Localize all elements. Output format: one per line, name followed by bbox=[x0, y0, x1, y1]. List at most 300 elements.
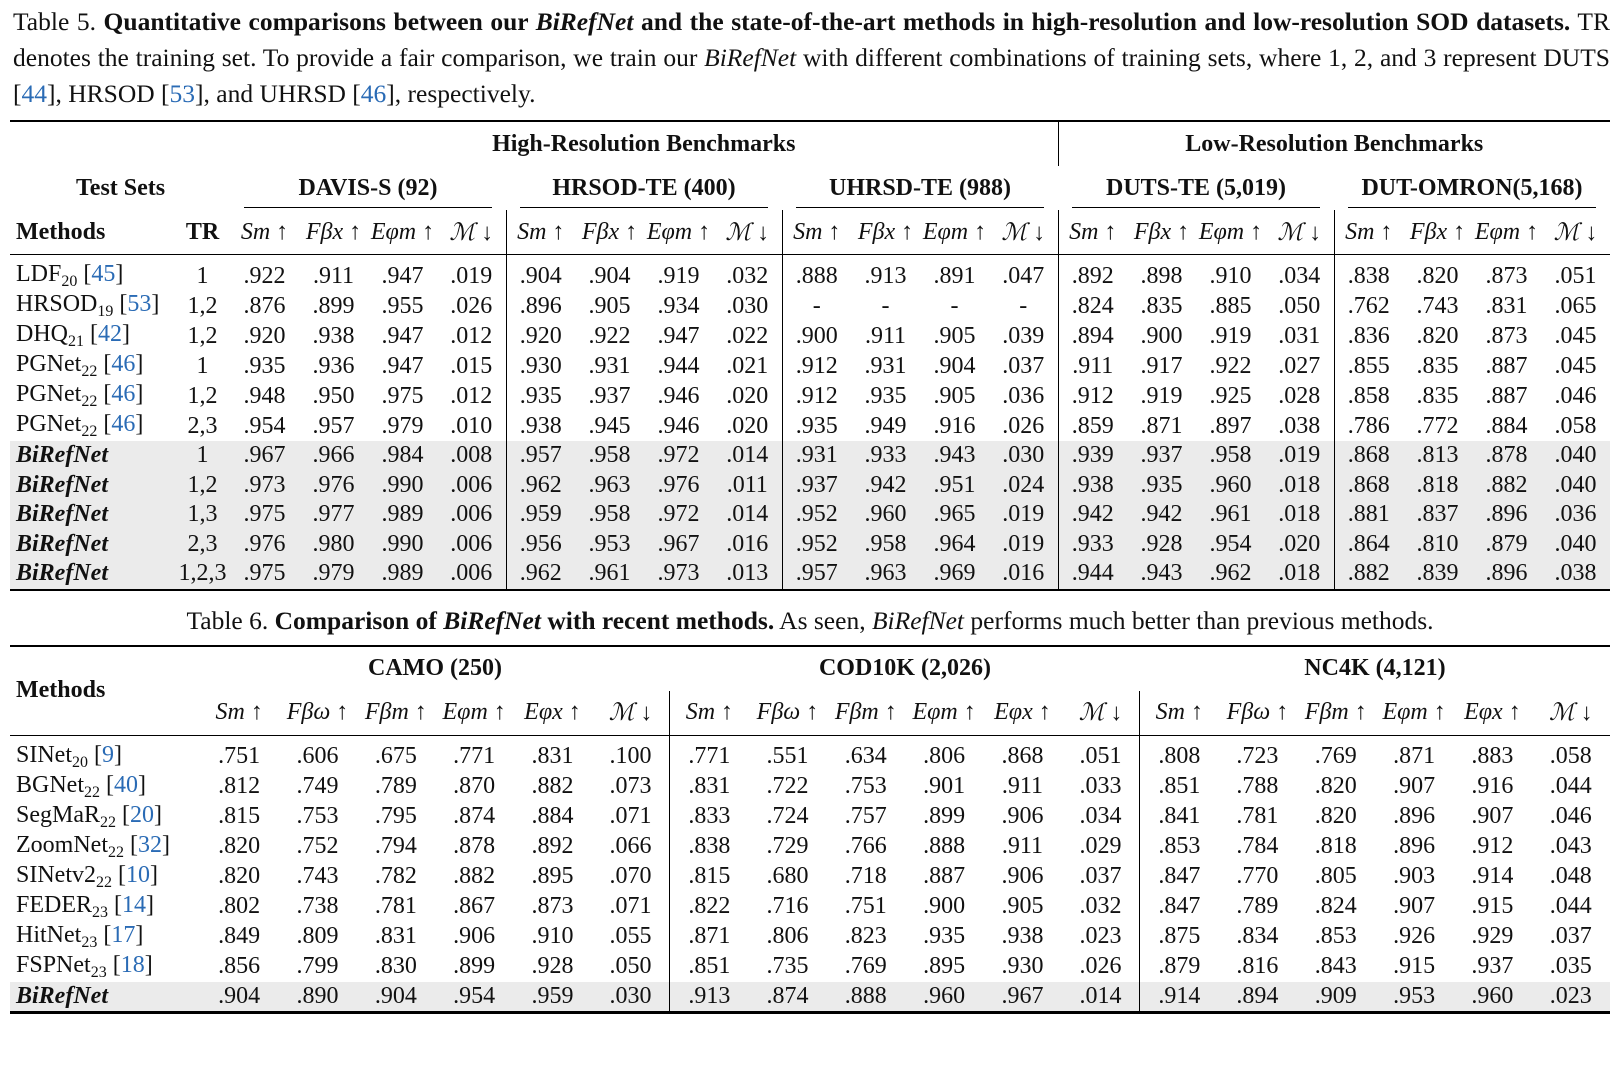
tr-cell: 2,3 bbox=[175, 530, 230, 560]
value-cell: .830 bbox=[374, 953, 417, 979]
ref-bracket: ] bbox=[144, 951, 153, 978]
method-name: PGNet bbox=[16, 381, 82, 407]
citation-link[interactable]: 9 bbox=[102, 741, 114, 768]
method-year: 21 bbox=[68, 333, 84, 350]
value-cell: .894 bbox=[1058, 321, 1127, 351]
metric-header: Eφm ↑ bbox=[442, 699, 506, 725]
value-cell: .879 bbox=[1472, 530, 1541, 560]
table5-caption bbox=[13, 4, 1610, 112]
value-cell: .912 bbox=[1058, 381, 1127, 411]
method-cell bbox=[10, 735, 200, 772]
value-cell: .039 bbox=[1002, 322, 1045, 349]
value-cell: .038 bbox=[1278, 412, 1321, 439]
method-name: SegMaR bbox=[16, 801, 100, 828]
method-cell bbox=[10, 291, 175, 321]
table-row bbox=[10, 892, 1610, 922]
value-cell: .799 bbox=[296, 953, 339, 979]
value-cell: .047 bbox=[1002, 262, 1045, 289]
value-cell: .937 bbox=[1127, 441, 1196, 471]
value-cell: .907 bbox=[1471, 803, 1514, 829]
value-cell: .966 bbox=[299, 441, 368, 471]
method-name: ZoomNet bbox=[16, 831, 108, 858]
value-cell: .789 bbox=[374, 773, 417, 799]
dataset-header: DAVIS-S (92) bbox=[230, 166, 506, 210]
value-cell: .946 bbox=[657, 412, 700, 439]
value-cell: .967 bbox=[983, 982, 1061, 1013]
citation-link[interactable]: 42 bbox=[98, 321, 122, 347]
value-cell: .815 bbox=[670, 862, 748, 892]
value-cell: .835 bbox=[1416, 352, 1459, 379]
citation-link[interactable]: 46 bbox=[111, 381, 136, 407]
metric-header: Fβω ↑ bbox=[756, 699, 819, 725]
metric-header: Sm ↑ bbox=[1140, 691, 1218, 736]
citation-link[interactable]: 53 bbox=[127, 291, 152, 317]
citation-link[interactable]: 46 bbox=[111, 411, 136, 437]
value-cell: .032 bbox=[726, 262, 769, 289]
value-cell: .944 bbox=[657, 352, 700, 379]
value-cell: .975 bbox=[381, 382, 424, 409]
value-cell: .033 bbox=[1079, 773, 1122, 799]
value-cell: .917 bbox=[1140, 352, 1183, 379]
value-cell: .903 bbox=[1393, 863, 1436, 889]
value-cell: .900 bbox=[923, 893, 966, 919]
value-cell: .875 bbox=[1140, 922, 1218, 952]
table6-body bbox=[10, 735, 1610, 1013]
value-cell: .782 bbox=[374, 863, 417, 889]
value-cell: .831 bbox=[670, 772, 748, 802]
ref-bracket: [ bbox=[106, 951, 121, 978]
value-cell: .906 bbox=[1001, 863, 1044, 889]
value-cell: .911 bbox=[1001, 773, 1043, 799]
value-cell: .762 bbox=[1334, 291, 1403, 321]
caption-text: with different combinations of training sets, where 1, 2, and 3 represent DUTS [ bbox=[13, 43, 1610, 108]
value-cell: .900 bbox=[782, 321, 851, 351]
caption-bold-text: Comparison of bbox=[274, 605, 444, 635]
value-cell: .013 bbox=[713, 559, 782, 590]
metric-header: Fβω ↑ bbox=[286, 699, 349, 725]
value-cell: .026 bbox=[1079, 953, 1122, 979]
value-cell: .023 bbox=[1532, 982, 1610, 1013]
metric-header: Fβm ↑ bbox=[364, 699, 427, 725]
ref-bracket: ] bbox=[135, 921, 144, 948]
value-cell: .955 bbox=[381, 292, 424, 319]
value-cell: .976 bbox=[230, 530, 299, 560]
tr-cell: 1 bbox=[196, 352, 209, 379]
value-cell: .904 bbox=[200, 982, 278, 1013]
method-name: SINet bbox=[16, 741, 72, 768]
value-cell: .871 bbox=[1140, 412, 1183, 439]
value-cell: .961 bbox=[575, 559, 644, 590]
value-cell: .868 bbox=[1001, 743, 1044, 769]
ref-bracket: ] bbox=[122, 321, 130, 347]
value-cell: .899 bbox=[923, 803, 966, 829]
ref-bracket: ] bbox=[115, 261, 124, 287]
value-cell: .904 bbox=[933, 352, 976, 379]
citation-link[interactable]: 32 bbox=[137, 831, 162, 858]
table-row bbox=[10, 411, 1610, 441]
value-cell: .838 bbox=[670, 832, 748, 862]
table-row bbox=[10, 291, 1610, 321]
ref-bracket: [ bbox=[108, 891, 123, 918]
value-cell: .050 bbox=[1278, 292, 1321, 319]
method-cell bbox=[10, 559, 175, 590]
table6-label: Table 6. bbox=[186, 605, 269, 635]
value-cell: .876 bbox=[243, 292, 286, 319]
value-cell: .911 bbox=[1058, 351, 1127, 381]
value-cell: .989 bbox=[368, 500, 437, 530]
value-cell: .030 bbox=[726, 292, 769, 319]
value-cell: .885 bbox=[1209, 292, 1252, 319]
value-cell: .954 bbox=[1196, 530, 1265, 560]
table-row bbox=[10, 952, 1610, 982]
value-cell: .038 bbox=[1541, 559, 1610, 590]
ref-bracket: ] bbox=[151, 291, 160, 317]
ref-bracket: ] bbox=[135, 381, 144, 407]
ref-bracket: ] bbox=[135, 411, 144, 437]
metric-header: Eφm ↑ bbox=[1382, 699, 1446, 725]
value-cell: .912 bbox=[1471, 833, 1514, 859]
method-year: 22 bbox=[84, 783, 100, 801]
value-cell: .812 bbox=[218, 773, 261, 799]
value-cell: .835 bbox=[1140, 292, 1183, 319]
value-cell: .035 bbox=[1549, 953, 1592, 979]
value-cell: .810 bbox=[1403, 530, 1472, 560]
caption-text: ], HRSOD [ bbox=[47, 79, 170, 108]
value-cell: .024 bbox=[989, 471, 1058, 501]
value-cell: .851 bbox=[670, 952, 748, 982]
table-row bbox=[10, 802, 1610, 832]
metric-header: ℳ ↓ bbox=[1553, 219, 1598, 246]
value-cell: .959 bbox=[506, 500, 575, 530]
value-cell: .716 bbox=[766, 893, 809, 919]
metric-header: Sm ↑ bbox=[1334, 210, 1403, 255]
value-cell: .634 bbox=[844, 743, 887, 769]
value-cell: .065 bbox=[1554, 292, 1597, 319]
value-cell: .958 bbox=[851, 530, 920, 560]
method-year: 20 bbox=[72, 753, 88, 771]
ref-bracket: [ bbox=[116, 801, 130, 828]
metric-header: Eφm ↑ bbox=[646, 218, 711, 245]
value-cell: .823 bbox=[844, 923, 887, 949]
value-cell: .878 bbox=[1472, 441, 1541, 471]
caption-bold-text: with recent methods. bbox=[540, 605, 775, 635]
value-cell: .808 bbox=[1140, 735, 1218, 772]
metric-header: Fβx ↑ bbox=[581, 218, 638, 245]
test-sets-label: Test Sets bbox=[76, 174, 166, 201]
value-cell: .922 bbox=[1209, 352, 1252, 379]
method-cell bbox=[10, 255, 175, 292]
method-cell bbox=[10, 471, 175, 501]
citation-link[interactable]: 10 bbox=[126, 861, 150, 888]
value-cell: .957 bbox=[506, 441, 575, 471]
value-cell: .843 bbox=[1314, 953, 1357, 979]
value-cell: .975 bbox=[230, 559, 299, 590]
value-cell: .868 bbox=[1334, 471, 1403, 501]
caption-text: As seen, bbox=[774, 605, 872, 635]
citation-link[interactable]: 46 bbox=[111, 351, 136, 377]
value-cell: .838 bbox=[1334, 255, 1403, 292]
value-cell: .019 bbox=[1265, 441, 1334, 471]
value-cell: .020 bbox=[726, 382, 769, 409]
value-cell: .904 bbox=[357, 982, 435, 1013]
value-cell: .915 bbox=[1471, 893, 1514, 919]
value-cell: .930 bbox=[506, 351, 575, 381]
value-cell: .037 bbox=[1549, 923, 1592, 949]
citation-link[interactable]: 40 bbox=[114, 771, 138, 798]
value-cell: .071 bbox=[609, 803, 652, 829]
ref-bracket: ] bbox=[135, 351, 144, 377]
ref-bracket: [ bbox=[77, 261, 92, 287]
value-cell: .006 bbox=[437, 500, 506, 530]
table-row bbox=[10, 922, 1610, 952]
value-cell: .942 bbox=[1058, 500, 1127, 530]
value-cell: .906 bbox=[1001, 803, 1044, 829]
table-row bbox=[10, 351, 1610, 381]
dataset-header: DUTS-TE (5,019) bbox=[1058, 166, 1334, 210]
citation-link[interactable]: 53 bbox=[169, 79, 196, 108]
value-cell: .784 bbox=[1236, 833, 1279, 859]
value-cell: .963 bbox=[575, 471, 644, 501]
citation-link[interactable]: 44 bbox=[21, 79, 47, 108]
value-cell: .795 bbox=[374, 803, 417, 829]
value-cell: .884 bbox=[1485, 412, 1528, 439]
citation-link[interactable]: 14 bbox=[122, 891, 147, 918]
value-cell: .718 bbox=[844, 863, 887, 889]
value-cell: .899 bbox=[312, 292, 355, 319]
value-cell: .757 bbox=[844, 803, 887, 829]
tr-label: TR bbox=[185, 218, 220, 245]
table-row bbox=[10, 500, 1610, 530]
metric-header: Eφx ↑ bbox=[994, 699, 1051, 725]
value-cell: .975 bbox=[230, 500, 299, 530]
value-cell: .931 bbox=[782, 441, 851, 471]
table-row bbox=[10, 832, 1610, 862]
value-cell: .938 bbox=[1058, 471, 1127, 501]
value-cell: .839 bbox=[1403, 559, 1472, 590]
value-cell: .046 bbox=[1549, 803, 1592, 829]
method-name: HRSOD bbox=[16, 291, 98, 317]
value-cell: .859 bbox=[1058, 411, 1127, 441]
value-cell: .032 bbox=[1079, 893, 1122, 919]
value-cell: .967 bbox=[230, 441, 299, 471]
value-cell: .912 bbox=[782, 351, 851, 381]
value-cell: .947 bbox=[381, 262, 424, 289]
value-cell: .972 bbox=[644, 441, 713, 471]
method-cell bbox=[10, 802, 200, 832]
value-cell: .045 bbox=[1554, 352, 1597, 379]
value-cell: .551 bbox=[766, 743, 809, 769]
value-cell: .051 bbox=[1079, 743, 1122, 769]
value-cell: .018 bbox=[1265, 500, 1334, 530]
metric-header: Fβx ↑ bbox=[1133, 218, 1190, 245]
value-cell: .071 bbox=[609, 893, 652, 919]
value-cell: .960 bbox=[905, 982, 983, 1013]
value-cell: .012 bbox=[450, 322, 493, 349]
value-cell: .868 bbox=[1334, 441, 1403, 471]
value-cell: .911 bbox=[312, 262, 355, 289]
value-cell: .020 bbox=[726, 412, 769, 439]
table-row bbox=[10, 441, 1610, 471]
value-cell: .976 bbox=[299, 471, 368, 501]
value-cell: .930 bbox=[1001, 953, 1044, 979]
value-cell: .922 bbox=[243, 262, 286, 289]
method-cell bbox=[10, 982, 200, 1013]
value-cell: .723 bbox=[1236, 743, 1279, 769]
value-cell: .912 bbox=[782, 381, 851, 411]
dataset-header: CAMO (250) bbox=[200, 646, 670, 691]
value-cell: .951 bbox=[920, 471, 989, 501]
value-cell: .879 bbox=[1140, 952, 1218, 982]
value-cell: .933 bbox=[851, 441, 920, 471]
ref-bracket: [ bbox=[123, 831, 138, 858]
value-cell: .019 bbox=[450, 262, 493, 289]
table-row bbox=[10, 772, 1610, 802]
value-cell: .961 bbox=[1196, 500, 1265, 530]
value-cell: .888 bbox=[782, 255, 851, 292]
metric-header: Eφm ↑ bbox=[912, 699, 976, 725]
value-cell: .735 bbox=[766, 953, 809, 979]
value-cell: .786 bbox=[1334, 411, 1403, 441]
value-cell: .878 bbox=[453, 833, 496, 859]
metric-header: Sm ↑ bbox=[1058, 210, 1127, 255]
value-cell: .984 bbox=[368, 441, 437, 471]
group-low-resolution: Low-Resolution Benchmarks bbox=[1058, 121, 1610, 166]
value-cell: .029 bbox=[1079, 833, 1122, 859]
value-cell: .888 bbox=[923, 833, 966, 859]
citation-link[interactable]: 46 bbox=[360, 79, 387, 108]
value-cell: .043 bbox=[1549, 833, 1592, 859]
metric-header: ℳ ↓ bbox=[1277, 219, 1322, 246]
value-cell: .965 bbox=[920, 500, 989, 530]
value-cell: .954 bbox=[243, 412, 286, 439]
value-cell: .753 bbox=[844, 773, 887, 799]
value-cell: .895 bbox=[923, 953, 966, 979]
value-cell: .896 bbox=[1393, 803, 1436, 829]
value-cell: .040 bbox=[1541, 530, 1610, 560]
citation-link[interactable]: 45 bbox=[91, 261, 116, 287]
dataset-header: HRSOD-TE (400) bbox=[506, 166, 782, 210]
metric-header: Fβx ↑ bbox=[1409, 218, 1466, 245]
value-cell: .006 bbox=[437, 530, 506, 560]
value-cell: .962 bbox=[1196, 559, 1265, 590]
value-cell: .894 bbox=[1218, 982, 1296, 1013]
value-cell: .935 bbox=[782, 411, 851, 441]
value-cell: .990 bbox=[368, 471, 437, 501]
method-year: 20 bbox=[61, 273, 78, 290]
method-cell bbox=[10, 381, 175, 411]
ref-bracket: [ bbox=[113, 291, 128, 317]
caption-bold-text: and the state-of-the-art methods in high-resolution and low-resolution SOD datasets. bbox=[633, 7, 1571, 36]
value-cell: .771 bbox=[670, 735, 748, 772]
value-cell: .030 bbox=[989, 441, 1058, 471]
value-cell: .037 bbox=[1079, 863, 1122, 889]
caption-text: performs much better than previous methods. bbox=[964, 605, 1434, 635]
value-cell: .967 bbox=[644, 530, 713, 560]
method-name: BiRefNet bbox=[16, 530, 108, 557]
value-cell: .882 bbox=[453, 863, 496, 889]
value-cell: .781 bbox=[1236, 803, 1279, 829]
value-cell: .896 bbox=[1472, 559, 1541, 590]
value-cell: .864 bbox=[1334, 530, 1403, 560]
value-cell: .947 bbox=[381, 322, 424, 349]
value-cell: .871 bbox=[1393, 743, 1436, 769]
value-cell: .014 bbox=[713, 441, 782, 471]
value-cell: .887 bbox=[923, 863, 966, 889]
value-cell: .979 bbox=[299, 559, 368, 590]
caption-text: ], respectively. bbox=[386, 79, 536, 108]
value-cell: .937 bbox=[1471, 953, 1514, 979]
method-name: BiRefNet bbox=[16, 442, 108, 469]
value-cell: .916 bbox=[933, 412, 976, 439]
metric-header: Sm ↑ bbox=[782, 210, 851, 255]
value-cell: .952 bbox=[782, 500, 851, 530]
value-cell: .770 bbox=[1236, 863, 1279, 889]
value-cell: .915 bbox=[1393, 953, 1436, 979]
value-cell: .751 bbox=[218, 743, 261, 769]
table-row bbox=[10, 982, 1610, 1013]
value-cell: .954 bbox=[435, 982, 513, 1013]
metric-header: Fβx ↑ bbox=[305, 218, 362, 245]
value-cell: .882 bbox=[1472, 471, 1541, 501]
value-cell: .867 bbox=[453, 893, 496, 919]
value-cell: .963 bbox=[851, 559, 920, 590]
value-cell: .815 bbox=[218, 803, 261, 829]
value-cell: .958 bbox=[575, 500, 644, 530]
table6-caption bbox=[10, 603, 1610, 639]
table-row bbox=[10, 862, 1610, 892]
value-cell: .942 bbox=[1127, 500, 1196, 530]
tr-cell: 1 bbox=[175, 441, 230, 471]
table6 bbox=[10, 645, 1610, 1014]
tr-cell: 1,3 bbox=[175, 500, 230, 530]
value-cell: .958 bbox=[1196, 441, 1265, 471]
ref-bracket: [ bbox=[84, 321, 98, 347]
citation-link[interactable]: 17 bbox=[111, 921, 136, 948]
value-cell: .937 bbox=[588, 382, 631, 409]
method-name: BGNet bbox=[16, 771, 84, 798]
value-cell: .831 bbox=[1485, 292, 1528, 319]
table-row bbox=[10, 255, 1610, 292]
value-cell: - bbox=[881, 292, 890, 319]
value-cell: .874 bbox=[748, 982, 826, 1013]
metric-header: ℳ ↓ bbox=[1001, 219, 1046, 246]
value-cell: .960 bbox=[1453, 982, 1531, 1013]
metric-header: Fβω ↑ bbox=[1226, 699, 1289, 725]
citation-link[interactable]: 18 bbox=[120, 951, 145, 978]
value-cell: .802 bbox=[218, 893, 261, 919]
value-cell: .874 bbox=[453, 803, 496, 829]
value-cell: .018 bbox=[1265, 559, 1334, 590]
value-cell: .045 bbox=[1554, 322, 1597, 349]
value-cell: .919 bbox=[1140, 382, 1183, 409]
value-cell: - bbox=[1019, 292, 1028, 319]
value-cell: .873 bbox=[1485, 262, 1528, 289]
value-cell: .058 bbox=[1549, 743, 1592, 769]
value-cell: .820 bbox=[1314, 773, 1357, 799]
citation-link[interactable]: 20 bbox=[130, 801, 154, 828]
value-cell: .100 bbox=[609, 743, 652, 769]
value-cell: .898 bbox=[1140, 262, 1183, 289]
value-cell: .953 bbox=[1375, 982, 1453, 1013]
method-name: BiRefNet bbox=[16, 501, 108, 528]
value-cell: .034 bbox=[1079, 803, 1122, 829]
value-cell: .947 bbox=[381, 352, 424, 379]
value-cell: .892 bbox=[531, 833, 574, 859]
method-name: BiRefNet bbox=[16, 471, 108, 498]
ref-bracket: [ bbox=[112, 861, 126, 888]
ref-bracket: [ bbox=[88, 741, 102, 768]
value-cell: .937 bbox=[782, 471, 851, 501]
